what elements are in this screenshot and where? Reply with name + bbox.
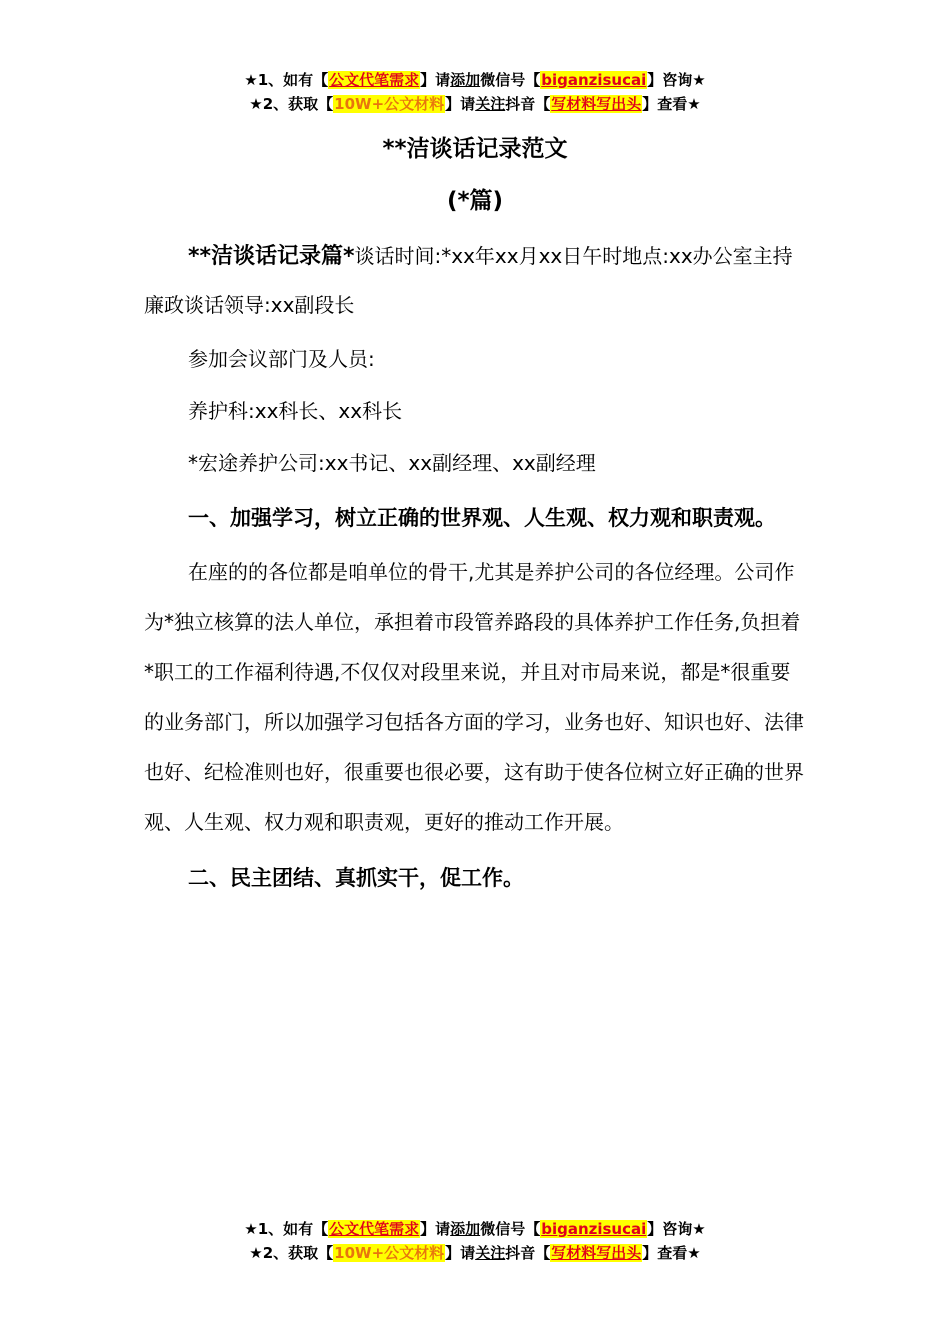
banner-text: 添加 — [450, 1220, 481, 1238]
star-icon: ★ — [244, 71, 258, 89]
star-icon: ★ — [687, 95, 701, 113]
banner-text: 2、获取【 — [262, 95, 334, 113]
banner-line-2 — [0, 92, 950, 116]
wechat-id: biganzisucai — [541, 1220, 647, 1238]
banner-text: 】咨询 — [647, 71, 693, 89]
star-icon: ★ — [687, 1244, 701, 1262]
douyin-id: 写材料写出头 — [551, 1244, 642, 1262]
material-tag: 10W+公文材料 — [334, 95, 445, 113]
banner-text: 】请 — [445, 1244, 476, 1262]
star-icon: ★ — [249, 95, 263, 113]
star-icon: ★ — [692, 71, 706, 89]
service-tag: 公文代笔需求 — [329, 1220, 420, 1238]
banner-text: 】请 — [420, 71, 451, 89]
participants-heading: 参加会议部门及人员: — [188, 347, 375, 371]
document-title: **洁谈话记录范文 — [382, 136, 568, 162]
banner-text: 微信号【 — [480, 71, 541, 89]
bottom-banner — [0, 1217, 950, 1265]
banner-text: 添加 — [450, 71, 481, 89]
banner-text: 】咨询 — [647, 1220, 693, 1238]
participants-line-1: 养护科:xx科长、xx科长 — [188, 399, 403, 423]
participants-line-2: *宏途养护公司:xx书记、xx副经理、xx副经理 — [188, 451, 596, 475]
star-icon: ★ — [249, 1244, 263, 1262]
banner-text: 关注 — [475, 1244, 506, 1262]
star-icon: ★ — [692, 1220, 706, 1238]
banner-text: 】请 — [420, 1220, 451, 1238]
banner-line-2 — [0, 1241, 950, 1265]
intro-paragraph — [144, 232, 810, 329]
intro-heading: **洁谈话记录篇* — [188, 244, 355, 269]
top-banner — [0, 68, 950, 116]
douyin-id: 写材料写出头 — [551, 95, 642, 113]
banner-text: 】查看 — [642, 95, 688, 113]
banner-text: 1、如有【 — [257, 1220, 329, 1238]
banner-text: 】查看 — [642, 1244, 688, 1262]
banner-text: 关注 — [475, 95, 506, 113]
star-icon: ★ — [244, 1220, 258, 1238]
banner-text: 抖音【 — [505, 95, 551, 113]
wechat-id: biganzisucai — [541, 71, 647, 89]
banner-text: 抖音【 — [505, 1244, 551, 1262]
section-2-heading: 二、民主团结、真抓实干，促工作。 — [188, 866, 524, 890]
banner-line-1 — [0, 68, 950, 92]
document-subtitle: (*篇) — [446, 188, 504, 214]
section-1-heading: 一、加强学习，树立正确的世界观、人生观、权力观和职责观。 — [188, 506, 776, 530]
banner-text: 】请 — [445, 95, 476, 113]
banner-line-1 — [0, 1217, 950, 1241]
banner-text: 1、如有【 — [257, 71, 329, 89]
banner-text: 2、获取【 — [262, 1244, 334, 1262]
service-tag: 公文代笔需求 — [329, 71, 420, 89]
section-1-body: 在座的的各位都是咱单位的骨干,尤其是养护公司的各位经理。公司作为*独立核算的法人单位，承担着市段管养路段的具体养护工作任务,负担着*职工的工作福利待遇,不仅仅对段里来说，并且对市局来说，都是*很重要的业务部门，所以加强学习包括各方面的学习，业务也好、知识也好、法律也好、纪检准则也好，很重要也很必要，这有助于使各位树立好正确的世界观、人生观、权力观和职责观，更好的推动工作开展。 — [144, 560, 804, 834]
document-body — [144, 232, 810, 903]
material-tag: 10W+公文材料 — [334, 1244, 445, 1262]
intro-text: 谈话时间:*xx年xx月xx日午时地点:xx办公室主持廉政谈话领导:xx副段长 — [144, 244, 793, 317]
banner-text: 微信号【 — [480, 1220, 541, 1238]
